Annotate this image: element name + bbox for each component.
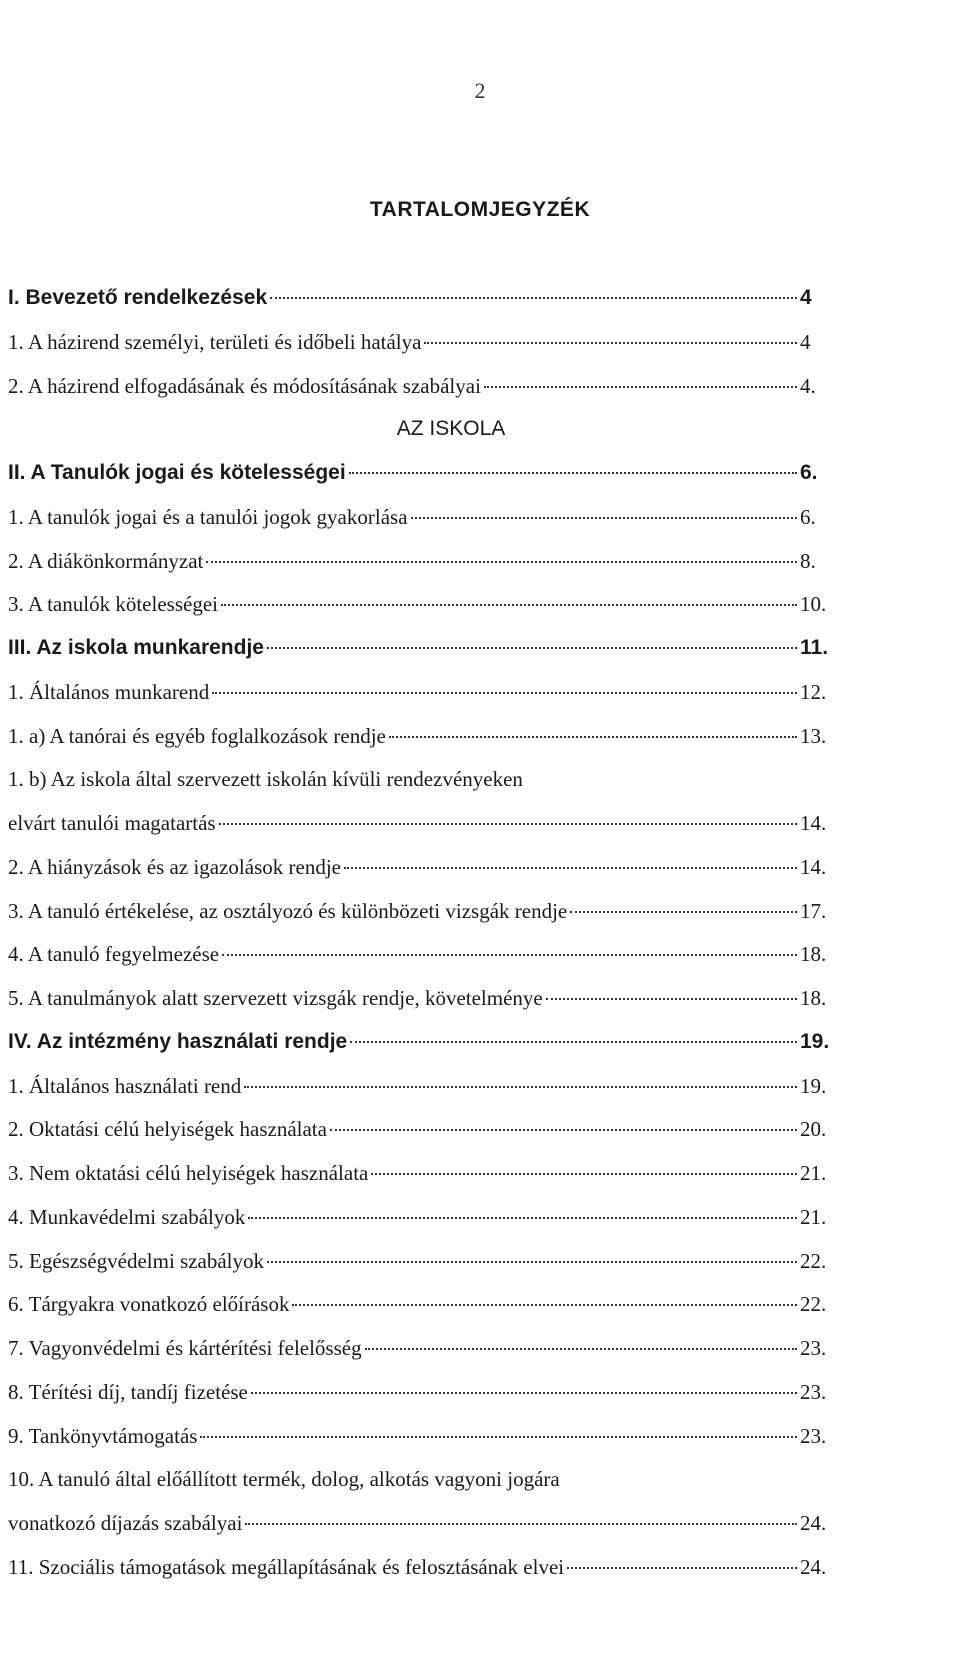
- toc-entry-title: 2. A diákönkormányzat: [8, 548, 204, 573]
- toc-entry: [8, 1380, 834, 1424]
- toc-dot-leader: [371, 1173, 797, 1175]
- toc-entry-page: 8.: [800, 548, 816, 573]
- toc-entry: [8, 1292, 834, 1336]
- toc-entry-title: 9. Tankönyvtámogatás: [8, 1423, 198, 1448]
- toc-entry-page: 21.: [800, 1161, 827, 1185]
- toc-entry-page: 14.: [800, 811, 827, 835]
- toc-entry-page: 24.: [800, 1554, 827, 1579]
- toc-entry-title: I. Bevezető rendelkezések: [8, 286, 268, 309]
- toc-dot-leader: [245, 1523, 797, 1525]
- toc-entry-title: 1. A tanulók jogai és a tanulói jogok gyakorlása: [8, 504, 408, 529]
- toc-entry-title: 11. Szociális támogatások megállapításának és felosztásának elvei: [8, 1554, 565, 1579]
- toc-entry: [8, 461, 834, 505]
- toc-entry-page: 12.: [800, 679, 827, 704]
- toc-dot-leader: [200, 1436, 797, 1438]
- toc-dot-leader: [330, 1129, 797, 1131]
- toc-dot-leader: [567, 1567, 797, 1569]
- toc-entry-title: 1. Általános használati rend: [8, 1073, 242, 1098]
- toc-entry-page: 21.: [800, 1204, 827, 1229]
- toc-entry-page: 24.: [800, 1511, 827, 1535]
- toc-entry-page: 22.: [800, 1292, 827, 1317]
- toc-dot-leader: [344, 867, 797, 869]
- toc-entry-title: 7. Vagyonvédelmi és kártérítési felelősség: [8, 1336, 362, 1360]
- toc-entry: [8, 724, 834, 768]
- toc-entry-page: 23.: [800, 1379, 827, 1404]
- toc-dot-leader: [206, 561, 797, 563]
- toc-entry-page: 4: [800, 329, 811, 354]
- toc-entry-page: 17.: [800, 898, 827, 923]
- toc-entry: [8, 1117, 834, 1161]
- toc-entry-page: 10.: [800, 592, 827, 617]
- toc-entry: [8, 286, 834, 330]
- toc-dot-leader: [219, 823, 797, 825]
- toc-entry-title: 1. a) A tanórai és egyéb foglalkozások rendje: [8, 723, 386, 748]
- toc-entry: [8, 899, 834, 943]
- toc-entry-title: 4. A tanuló fegyelmezése: [8, 942, 220, 967]
- toc-entry-title: 6. Tárgyakra vonatkozó előírások: [8, 1292, 290, 1317]
- toc-dot-leader: [270, 297, 797, 299]
- toc-entry-title: 1. Általános munkarend: [8, 679, 210, 704]
- toc-entry-title: 2. A házirend elfogadásának és módosításának szabályai: [8, 373, 481, 398]
- toc-entry-page: 4: [800, 286, 812, 309]
- toc-entry-title: 5. A tanulmányok alatt szervezett vizsgák rendje, követelménye: [8, 986, 543, 1010]
- toc-entry-page: 4.: [800, 373, 816, 398]
- toc-dot-leader: [248, 1217, 797, 1219]
- toc-entry-title: IV. Az intézmény használati rendje: [8, 1029, 348, 1053]
- toc-entry-page: 6.: [800, 461, 818, 484]
- toc-dot-leader: [424, 342, 797, 344]
- toc-dot-leader: [349, 472, 797, 474]
- toc-entry-title: 1. A házirend személyi, területi és időbeli hatálya: [8, 329, 422, 354]
- toc-dot-leader: [251, 1392, 797, 1394]
- toc-entry: [8, 855, 834, 899]
- toc-entry: [8, 1030, 834, 1074]
- toc-entry-title: vonatkozó díjazás szabályai: [8, 1511, 243, 1535]
- toc-entry-page: 18.: [800, 942, 827, 967]
- toc-entry: [8, 636, 834, 680]
- toc-entry: [8, 1555, 834, 1599]
- toc-entry-page: 20.: [800, 1117, 827, 1142]
- toc-entry: [8, 680, 834, 724]
- toc-entry: [8, 1205, 834, 1249]
- toc-entry: [8, 330, 834, 374]
- toc-entry: [8, 592, 834, 636]
- toc-entry: [8, 1249, 834, 1293]
- toc-entry: [8, 942, 834, 986]
- toc-dot-leader: [350, 1041, 797, 1043]
- toc-entry: [8, 811, 834, 855]
- toc-dot-leader: [244, 1086, 797, 1088]
- toc-entry: [8, 1336, 834, 1380]
- toc-entry-title: II. A Tanulók jogai és kötelességei: [8, 461, 346, 484]
- toc-dot-leader: [267, 1261, 797, 1263]
- toc-entry-page: 11.: [800, 636, 829, 659]
- toc-entry-page: 23.: [800, 1336, 827, 1360]
- toc-entry-title: 4. Munkavédelmi szabályok: [8, 1204, 246, 1229]
- toc-entry: [8, 549, 834, 593]
- toc-entry-page: 23.: [800, 1423, 827, 1448]
- toc-dot-leader: [221, 604, 797, 606]
- toc-dot-leader: [570, 911, 797, 913]
- toc-entry-page: 18.: [800, 986, 827, 1010]
- toc-dot-leader: [389, 736, 797, 738]
- toc-entry-title: 3. A tanulók kötelességei: [8, 592, 218, 617]
- toc-entry: [8, 505, 834, 549]
- toc-dot-leader: [267, 647, 797, 649]
- toc-entry: [8, 1074, 834, 1118]
- toc-entry: [8, 1467, 834, 1511]
- toc-entry-title: 2. A hiányzások és az igazolások rendje: [8, 854, 341, 879]
- toc-entry-page: 13.: [800, 723, 827, 748]
- toc-entry: [8, 1424, 834, 1468]
- toc-entry-title: 3. Nem oktatási célú helyiségek használata: [8, 1161, 369, 1185]
- toc-dot-leader: [212, 692, 797, 694]
- toc-entry-title: 10. A tanuló által előállított termék, dolog, alkotás vagyoni jogára: [8, 1467, 560, 1492]
- toc-entry: [8, 767, 834, 811]
- toc-dot-leader: [546, 998, 797, 1000]
- toc-dot-leader: [411, 517, 797, 519]
- toc-dot-leader: [365, 1348, 797, 1350]
- toc-entry: [8, 417, 834, 461]
- toc-entry-page: 19.: [800, 1073, 827, 1098]
- toc-entry-page: 19.: [800, 1029, 830, 1053]
- toc-entry-title: elvárt tanulói magatartás: [8, 811, 216, 835]
- page-number: 2: [474, 78, 486, 103]
- toc-entry-page: 6.: [800, 504, 816, 529]
- toc-dot-leader: [484, 386, 797, 388]
- toc-entry-page: 14.: [800, 854, 827, 879]
- toc-entry-title: 5. Egészségvédelmi szabályok: [8, 1248, 264, 1273]
- toc-entry-title: AZ ISKOLA: [396, 417, 506, 441]
- toc-entry: [8, 1161, 834, 1205]
- toc-entry-title: III. Az iskola munkarendje: [8, 636, 264, 659]
- toc-entry-page: 22.: [800, 1248, 827, 1273]
- toc-dot-leader: [222, 954, 797, 956]
- toc-dot-leader: [292, 1304, 797, 1306]
- toc-entry-title: 2. Oktatási célú helyiségek használata: [8, 1117, 327, 1142]
- toc-entry-title: 3. A tanuló értékelése, az osztályozó és különbözeti vizsgák rendje: [8, 898, 568, 923]
- toc-entry: [8, 986, 834, 1030]
- table-of-contents: [8, 286, 834, 1599]
- toc-entry: [8, 374, 834, 418]
- toc-entry-title: 8. Térítési díj, tandíj fizetése: [8, 1379, 248, 1404]
- toc-heading: TARTALOMJEGYZÉK: [369, 198, 591, 221]
- toc-entry: [8, 1511, 834, 1555]
- toc-entry-title: 1. b) Az iskola által szervezett iskolán kívüli rendezvényeken: [8, 767, 523, 792]
